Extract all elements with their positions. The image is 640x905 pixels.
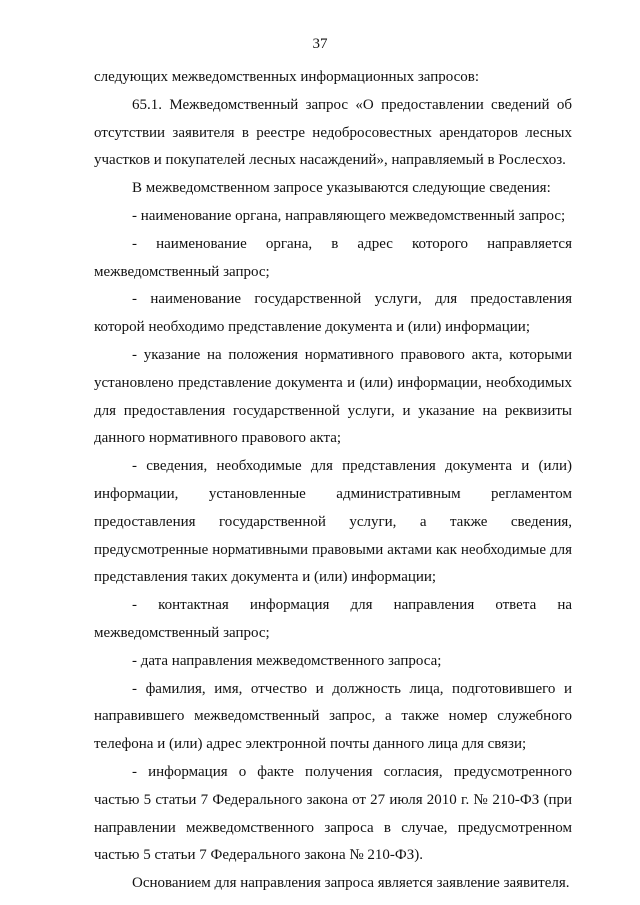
list-item-consent-info: - информация о факте получения согласия, предусмотренного частью 5 статьи 7 Федерального закона от 27 июля 2010 г. № 210-ФЗ (при направлении межведомственного запроса в случае, предусмотренном частью 5 статьи 7 Федерального закона № 210-ФЗ). xyxy=(94,763,572,864)
list-item-service-name: - наименование государственной услуги, для предоставления которой необходимо представление документа и (или) информации; xyxy=(94,291,572,336)
paragraph-request-title: 65.1. Межведомственный запрос «О предоставлении сведений об отсутствии заявителя в реестре недобросовестных арендаторов лесных участков и покупателей лесных насаждений», направляемый в Рослесхоз. xyxy=(94,96,572,169)
list-item-recipient-organ: - наименование органа, в адрес которого направляется межведомственный запрос; xyxy=(94,235,572,280)
list-item-legal-provisions: - указание на положения нормативного правового акта, которыми установлено представление документа и (или) информации, необходимых для предоставления государственной услуги, и указание на реквизиты данного нормативного правового акта; xyxy=(94,346,572,447)
paragraph-basis: Основанием для направления запроса является заявление заявителя. xyxy=(132,875,570,892)
list-item-request-date: - дата направления межведомственного запроса; xyxy=(132,652,442,669)
list-item-sender-organ: - наименование органа, направляющего межведомственный запрос; xyxy=(132,207,566,224)
list-item-required-info: - сведения, необходимые для представления документа и (или) информации, установленные административным регламентом предоставления государственной услуги, а также сведения, предусмотренные нормативными правовыми актами как необходимые для представления таких документа и (или) информации; xyxy=(94,458,572,586)
document-body xyxy=(94,64,572,898)
list-item-responsible-person: - фамилия, имя, отчество и должность лица, подготовившего и направившего межведомственный запрос, а также номер служебного телефона и (или) адрес электронной почты данного лица для связи; xyxy=(94,680,572,753)
paragraph-info-intro: В межведомственном запросе указываются следующие сведения: xyxy=(132,180,551,197)
page-number: 37 xyxy=(312,36,328,52)
list-item-contact-info: - контактная информация для направления ответа на межведомственный запрос; xyxy=(94,597,572,641)
paragraph-continuation: следующих межведомственных информационных запросов: xyxy=(94,69,480,85)
